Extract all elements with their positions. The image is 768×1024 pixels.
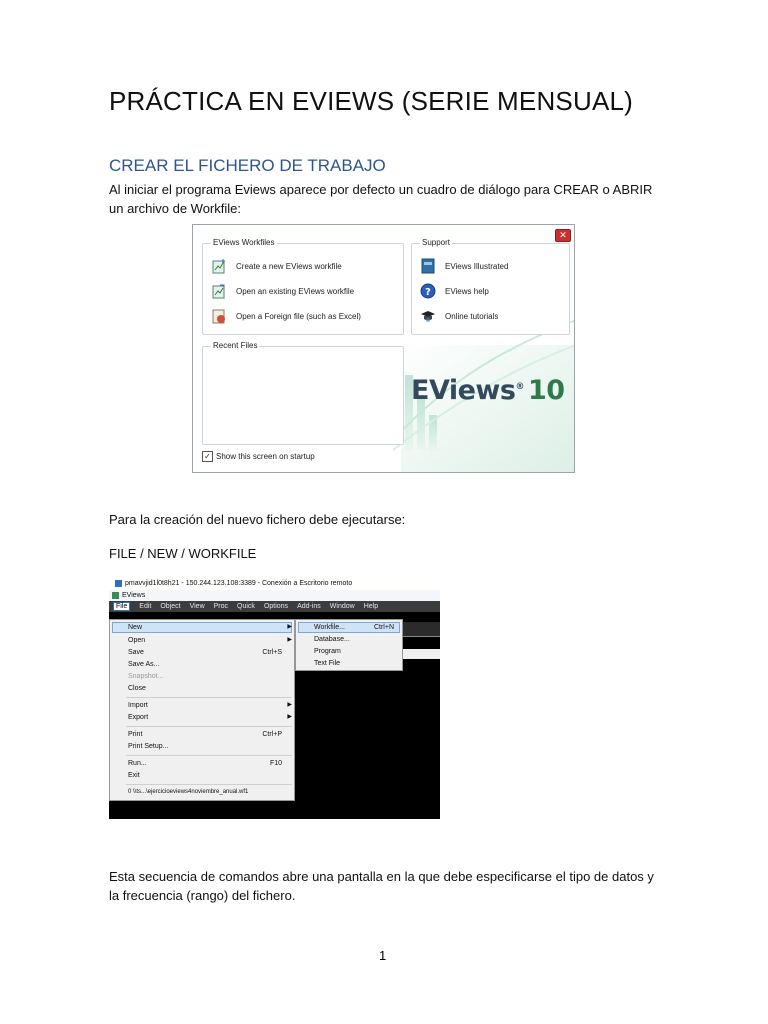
recent-files-label: Recent Files (213, 341, 258, 350)
menu-item-close[interactable]: Close (128, 685, 146, 692)
menu-help[interactable]: Help (363, 603, 379, 610)
submenu-arrow-icon: ▶ (287, 637, 292, 643)
submenu-item-workfile[interactable]: Workfile... Ctrl+N (314, 624, 394, 631)
support-group (411, 238, 570, 335)
menu-item-print-setup[interactable]: Print Setup... (128, 743, 169, 750)
menu-item-save[interactable]: Save Ctrl+S (128, 649, 282, 656)
new-submenu (295, 619, 403, 671)
menu-view[interactable]: View (189, 603, 205, 610)
eviews-app-icon (112, 592, 119, 599)
eviews-start-dialog (192, 224, 575, 473)
workfiles-group (202, 238, 404, 335)
dialog-close-button[interactable]: ✕ (555, 229, 571, 242)
brand-version: 10 (527, 375, 565, 406)
menu-proc[interactable]: Proc (213, 603, 229, 610)
menu-item-import[interactable]: Import ▶ (128, 702, 292, 709)
eviews-illustrated-label: EViews Illustrated (445, 261, 509, 271)
menu-item-exit[interactable]: Exit (128, 772, 140, 779)
submenu-arrow-icon: ▶ (287, 714, 292, 720)
registered-mark: ® (515, 382, 524, 392)
eviews-menubar (109, 601, 440, 612)
file-dropdown-menu (109, 619, 295, 801)
online-tutorials-label: Online tutorials (445, 311, 499, 321)
sequence-paragraph: Esta secuencia de comandos abre una pantalla en la que debe especificarse el tipo de datos y la frecuencia (rango) del fichero. (109, 869, 654, 903)
eviews-help-option[interactable] (420, 281, 489, 301)
eviews-10-logo (411, 375, 565, 406)
eviews-app-title: EViews (122, 592, 146, 599)
page-number: 1 (379, 948, 387, 963)
open-foreign-file-label: Open a Foreign file (such as Excel) (236, 311, 361, 321)
menu-item-recent-file[interactable]: 0 \\ts...\ejercicioeviews4noviembre_anual.wf1 (128, 789, 249, 795)
open-workfile-label: Open an existing EViews workfile (236, 286, 355, 296)
open-foreign-file-option[interactable] (211, 306, 361, 326)
eviews-help-label: EViews help (445, 286, 489, 296)
show-on-startup-checkbox[interactable]: ✓ (202, 451, 213, 462)
menu-options[interactable]: Options (263, 603, 289, 610)
menu-file[interactable]: File (113, 602, 130, 611)
menu-quick[interactable]: Quick (237, 603, 255, 610)
menu-separator (126, 697, 292, 698)
remote-desktop-titlebar (109, 577, 440, 590)
foreign-file-icon (211, 308, 227, 324)
create-workfile-option[interactable] (211, 256, 342, 276)
menu-item-save-as[interactable]: Save As... (128, 661, 160, 668)
submenu-arrow-icon: ▶ (287, 702, 292, 708)
graduation-cap-icon (420, 308, 436, 324)
svg-text:?: ? (425, 287, 431, 298)
menu-separator (126, 784, 292, 785)
open-workfile-option[interactable] (211, 281, 354, 301)
menu-item-export[interactable]: Export ▶ (128, 714, 292, 721)
eviews-illustrated-option[interactable] (420, 256, 508, 276)
menu-item-new[interactable]: New ▶ (128, 624, 292, 631)
document-title: PRÁCTICA EN EVIEWS (SERIE MENSUAL) (109, 86, 634, 116)
submenu-item-text-file[interactable]: Text File (314, 660, 341, 667)
creation-paragraph: Para la creación del nuevo fichero debe ejecutarse: (109, 512, 406, 527)
menu-separator (126, 755, 292, 756)
section-heading: CREAR EL FICHERO DE TRABAJO (109, 156, 386, 175)
support-group-label: Support (422, 238, 451, 247)
menu-edit[interactable]: Edit (139, 603, 152, 610)
new-workfile-icon (211, 258, 227, 274)
create-workfile-label: Create a new EViews workfile (236, 261, 342, 271)
open-workfile-icon (211, 283, 227, 299)
menu-window[interactable]: Window (329, 603, 355, 610)
menu-item-open[interactable]: Open ▶ (128, 637, 292, 644)
menu-item-run[interactable]: Run... F10 (128, 760, 282, 767)
brand-name: EViews (411, 375, 516, 406)
menu-separator (126, 726, 292, 727)
file-menu-screenshot (109, 577, 440, 819)
menu-object[interactable]: Object (160, 603, 181, 610)
show-on-startup[interactable] (202, 451, 315, 462)
submenu-item-program[interactable]: Program (314, 648, 341, 655)
help-icon (420, 283, 436, 299)
show-on-startup-label: Show this screen on startup (216, 452, 315, 461)
workfiles-group-label: EViews Workfiles (213, 238, 275, 247)
book-icon (420, 258, 436, 274)
online-tutorials-option[interactable] (420, 306, 498, 326)
menu-addins[interactable]: Add-ins (297, 603, 321, 610)
menu-item-snapshot: Snapshot... (128, 673, 164, 680)
remote-desktop-title: pmavvjid1l0t8h21 - 150.244.123.108:3389 - Conexión a Escritorio remoto (125, 580, 353, 587)
command-path: FILE / NEW / WORKFILE (109, 546, 257, 561)
menu-item-print[interactable]: Print Ctrl+P (128, 731, 282, 738)
intro-paragraph: Al iniciar el programa Eviews aparece por defecto un cuadro de diálogo para CREAR o ABRIR un archivo de Workfile: (109, 182, 653, 216)
recent-files-group (202, 341, 404, 445)
submenu-item-database[interactable]: Database... (314, 636, 350, 643)
remote-desktop-icon (115, 580, 122, 587)
submenu-arrow-icon: ▶ (287, 624, 292, 630)
eviews-titlebar (109, 590, 440, 601)
